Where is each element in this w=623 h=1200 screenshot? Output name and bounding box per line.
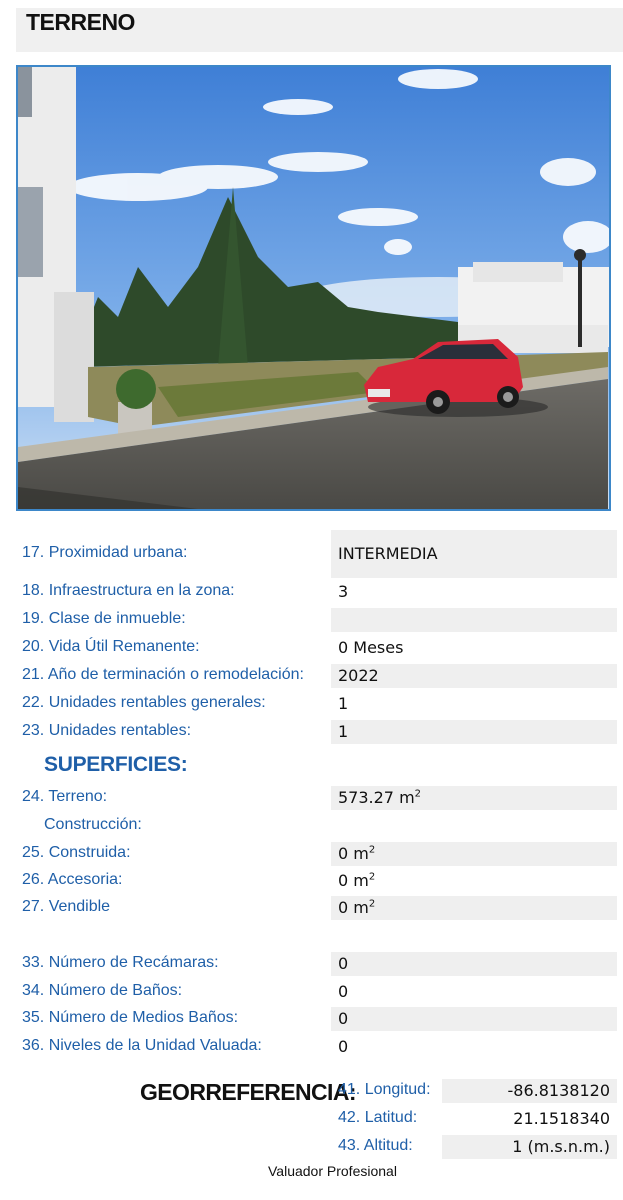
field-label: 19. Clase de inmueble: bbox=[22, 610, 186, 627]
construccion-subheading-row bbox=[0, 814, 623, 838]
field-label: 35. Número de Medios Baños: bbox=[22, 1009, 239, 1026]
field-label: 23. Unidades rentables: bbox=[22, 722, 192, 739]
field-row-unidades bbox=[0, 720, 623, 744]
field-label: 34. Número de Baños: bbox=[22, 982, 183, 999]
value-band bbox=[331, 1007, 617, 1031]
field-label: 17. Proximidad urbana: bbox=[22, 544, 188, 561]
value-band bbox=[331, 608, 617, 632]
geo-label: 41. Longitud: bbox=[338, 1081, 431, 1098]
field-label: 33. Número de Recámaras: bbox=[22, 954, 219, 971]
field-value: 0 Meses bbox=[338, 638, 404, 657]
page-title: TERRENO bbox=[26, 9, 135, 35]
field-row-banos bbox=[0, 980, 623, 1004]
field-row-construida bbox=[0, 842, 623, 866]
terrain-photo bbox=[16, 65, 611, 511]
value-band bbox=[331, 692, 617, 716]
superficies-heading: SUPERFICIES: bbox=[44, 753, 188, 776]
field-label: 25. Construida: bbox=[22, 844, 131, 861]
field-row-niveles bbox=[0, 1035, 623, 1059]
geo-label: 43. Altitud: bbox=[338, 1137, 413, 1154]
field-row-proximidad bbox=[0, 530, 623, 578]
field-row-terreno bbox=[0, 786, 623, 810]
geo-row-altitud bbox=[0, 1135, 623, 1159]
field-value: 0 bbox=[338, 1037, 349, 1056]
field-row-unidades-generales bbox=[0, 692, 623, 716]
field-label: 27. Vendible bbox=[22, 898, 111, 915]
field-row-ano bbox=[0, 664, 623, 688]
georreferencia-heading: GEORREFERENCIA: bbox=[140, 1079, 356, 1105]
field-row-recamaras bbox=[0, 952, 623, 976]
field-label: 36. Niveles de la Unidad Valuada: bbox=[22, 1037, 262, 1054]
field-row-medios-banos bbox=[0, 1007, 623, 1031]
field-value: 3 bbox=[338, 582, 349, 601]
field-value: 1 bbox=[338, 722, 349, 741]
field-row-infraestructura bbox=[0, 580, 623, 604]
field-row-vendible bbox=[0, 896, 623, 920]
field-row-accesoria bbox=[0, 869, 623, 893]
field-value: 0 bbox=[338, 954, 349, 973]
geo-label: 42. Latitud: bbox=[338, 1109, 418, 1126]
field-row-clase bbox=[0, 608, 623, 632]
geo-value: 21.1518340 bbox=[513, 1109, 610, 1128]
field-value: 0 bbox=[338, 982, 349, 1001]
geo-row-latitud bbox=[0, 1107, 623, 1131]
field-value: 2022 bbox=[338, 666, 379, 685]
geo-value: -86.8138120 bbox=[507, 1081, 610, 1100]
field-value: 0 $m^2$ bbox=[338, 871, 376, 890]
construccion-subheading: Construcción: bbox=[44, 816, 142, 833]
terrain-photo-illustration bbox=[18, 67, 609, 509]
value-band bbox=[331, 1035, 617, 1059]
field-value: INTERMEDIA bbox=[338, 544, 438, 563]
field-label: 26. Accesoria: bbox=[22, 871, 123, 888]
field-label: 20. Vida Útil Remanente: bbox=[22, 638, 200, 655]
field-row-vida-util bbox=[0, 636, 623, 660]
field-label: 18. Infraestructura en la zona: bbox=[22, 582, 235, 599]
value-band bbox=[331, 720, 617, 744]
field-value: 0 $m^2$ bbox=[338, 898, 376, 917]
field-value: 0 bbox=[338, 1009, 349, 1028]
field-value: 0 $m^2$ bbox=[338, 844, 376, 863]
field-label: 24. Terreno: bbox=[22, 788, 108, 805]
geo-row-longitud bbox=[0, 1079, 623, 1103]
value-band bbox=[331, 952, 617, 976]
value-band bbox=[331, 980, 617, 1004]
footer-text: Valuador Profesional bbox=[268, 1163, 397, 1179]
field-value: 573.27 $m^2$ bbox=[338, 788, 422, 807]
field-label: 21. Año de terminación o remodelación: bbox=[22, 666, 304, 683]
field-label: 22. Unidades rentables generales: bbox=[22, 694, 266, 711]
geo-value: 1 (m.s.n.m.) bbox=[512, 1137, 610, 1156]
field-value: 1 bbox=[338, 694, 349, 713]
value-band bbox=[331, 580, 617, 604]
